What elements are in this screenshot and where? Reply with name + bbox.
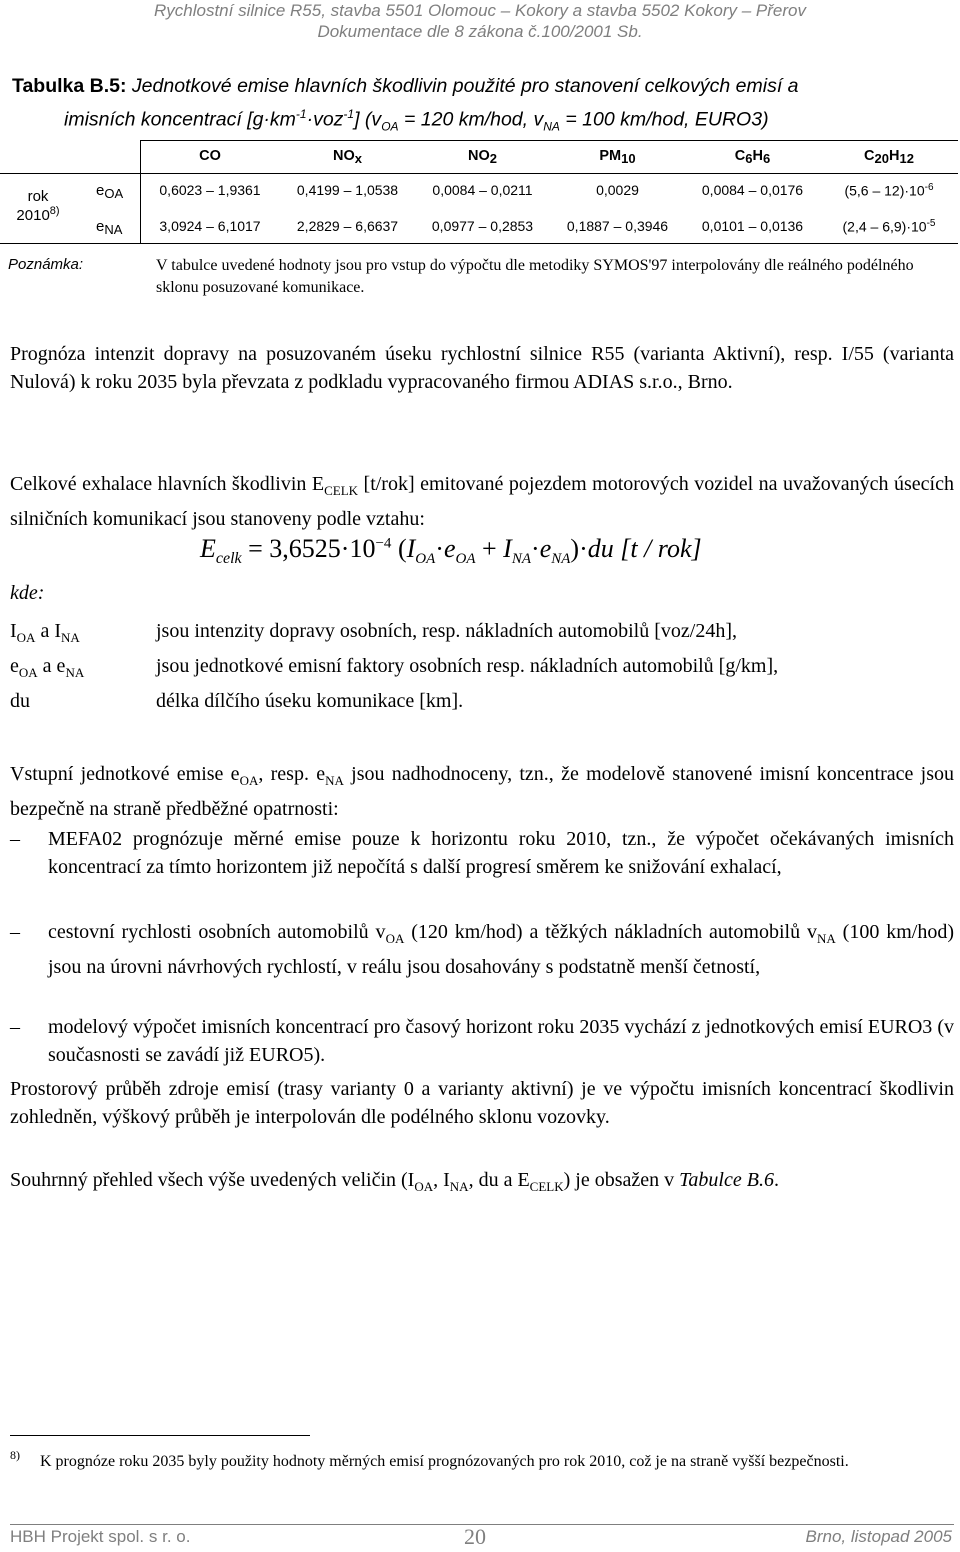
cell-co-na: 3,0924 – 6,1017 — [159, 218, 261, 234]
bullet-dash-icon: – — [10, 921, 20, 943]
kde-desc-emission: jsou jednotkové emisní faktory osobních resp. nákladních automobilů [g/km], — [156, 655, 779, 677]
bullet-dash-icon: – — [10, 1016, 20, 1038]
emission-table — [0, 0, 960, 320]
paragraph-summary: Souhrnný přehled všech výše uvedených veličin ($I_{OA}$, $I_{NA}$, du a $E_{CELK}$) je obsažen v Tabulce B.6. — [10, 1169, 779, 1194]
kde-desc-intensity: jsou intenzity dopravy osobních, resp. nákladních automobilů [voz/24h], — [156, 620, 737, 642]
table-caption: Tabulka B.5: Jednotkové emise hlavních škodlivin použité pro stanovení celkových emisí a imisních koncentrací $[g\cdot km^{-1}\cdot voz^{-1}] (v_{OA} = 120$ km/hod, $v_{NA} = 100$ km/hod, EURO3) — [12, 75, 799, 134]
header-co: CO — [199, 148, 221, 164]
row-symbol-eoa: $e_{OA}$ — [96, 182, 124, 201]
cell-co-oa: 0,6023 – 1,9361 — [159, 182, 261, 198]
bullet-item-mefa: MEFA02 prognózuje měrné emise pouze k horizontu roku 2010, tzn., že výpočet očekávaných imisních koncentrací za tímto horizontem již nepočítá s další progresí směrem ke snižování exhalací, — [48, 828, 954, 878]
cell-c6h6-na: 0,0101 – 0,0136 — [701, 218, 804, 234]
cell-nox-na: 2,2829 – 6,6637 — [296, 218, 399, 234]
note-text: V tabulce uvedené hodnoty jsou pro vstup do výpočtu dle metodiky SYMOS'97 interpolovány dle reálného podélného sklonu posuzované komunikace. — [156, 257, 914, 296]
kde-symbol-intensity: $I_{OA}$ a $I_{NA}$ — [10, 620, 80, 645]
header-nox: $NO_x$ — [333, 148, 362, 166]
paragraph-spatial-course: Prostorový průběh zdroje emisí (trasy varianty 0 a varianty aktivní) je ve výpočtu imisních koncentrací škodlivin zohledněn, výškový průběh je interpolován dle podélného sklonu vozovky. — [10, 1078, 954, 1128]
bullet-item-euro: modelový výpočet imisních koncentrací pro časový horizont roku 2035 vychází z jednotkových emisí EURO3 (v současnosti se zavádí již EURO5). — [48, 1016, 954, 1066]
paragraph-total-emissions: Celkové exhalace hlavních škodlivin $E_{CELK}$ [t/rok] emitované pojezdem motorových vozidel na uvažovaných úsecích silničních komunikací jsou stanoveny podle vztahu: — [10, 473, 954, 530]
caption-label: Tabulka B.5: — [12, 75, 127, 97]
cell-c20h12-oa: $(5,6 - 12)\cdot 10^{-6}$ — [844, 182, 934, 199]
footnote-separator — [10, 1435, 310, 1436]
header-c6h6: $C_6H_6$ — [734, 148, 771, 166]
bullet-item-speeds: cestovní rychlosti osobních automobilů $v_{OA}$ (120 km/hod) a těžkých nákladních automobilů $v_{NA}$ (100 km/hod) jsou na úrovni návrhových rychlostí, v reálu jsou dosahovány s podstatně menší četností, — [48, 921, 954, 978]
cell-c6h6-oa: 0,0084 – 0,0176 — [701, 182, 804, 198]
header-pm10: $PM_{10}$ — [599, 148, 636, 166]
kde-symbol-du: du — [10, 690, 30, 712]
emission-formula: $E_{celk} = 3,6525\cdot 10^{-4}$ $(I_{OA}\cdot e_{OA} + I_{NA}\cdot e_{NA})\cdot du$ [t / rok] — [200, 534, 702, 568]
paragraph-traffic-forecast: Prognóza intenzit dopravy na posuzovaném úseku rychlostní silnice R55 (varianta Aktivní), resp. I/55 (varianta Nulová) k roku 2035 byla převzata z podkladu vypracovaného firmou ADIAS s.r.o., Brno. — [10, 343, 954, 393]
footer-company: HBH Projekt spol. s r. o. — [10, 1527, 191, 1546]
footer-place-date: Brno, listopad 2005 — [805, 1527, 952, 1546]
header-c20h12: $C_{20}H_{12}$ — [864, 148, 914, 166]
footnote-text: K prognóze roku 2035 byly použity hodnoty měrných emisí prognózovaných pro rok 2010, což je na straně vyšší bezpečnosti. — [40, 1453, 849, 1470]
footnote-mark: 8) — [10, 1448, 20, 1462]
row-label-year: rok 2010$^{8)}$ — [16, 188, 60, 224]
cell-c20h12-na: $(2,4 - 6,9)\cdot 10^{-5}$ — [842, 218, 936, 235]
cell-pm10-na: 0,1887 – 0,3946 — [566, 218, 669, 234]
cell-pm10-oa: 0,0029 — [596, 182, 639, 198]
paragraph-input-emissions: Vstupní jednotkové emise $e_{OA}$, resp. $e_{NA}$ jsou nadhodnoceny, tzn., že modelově stanovené imisní koncentrace jsou bezpečně na straně předběžné opatrnosti: — [10, 763, 954, 820]
note-label: Poznámka: — [8, 256, 84, 273]
running-header-subtitle: Dokumentace dle 8 zákona č.100/2001 Sb. — [317, 22, 643, 41]
cell-no2-na: 0,0977 – 0,2853 — [431, 218, 534, 234]
cell-nox-oa: 0,4199 – 1,0538 — [296, 182, 399, 198]
footer-page-number: 20 — [464, 1524, 486, 1549]
header-no2: $NO_2$ — [468, 148, 497, 166]
kde-symbol-emission: $e_{OA}$ a $e_{NA}$ — [10, 655, 85, 680]
bullet-dash-icon: – — [10, 828, 20, 850]
cell-no2-oa: 0,0084 – 0,0211 — [432, 182, 533, 198]
row-symbol-ena: $e_{NA}$ — [96, 218, 123, 237]
kde-label: kde: — [10, 582, 45, 604]
running-header-title: Rychlostní silnice R55, stavba 5501 Olomouc – Kokory a stavba 5502 Kokory – Přerov — [153, 1, 806, 20]
kde-desc-du: délka dílčího úseku komunikace [km]. — [156, 690, 464, 712]
